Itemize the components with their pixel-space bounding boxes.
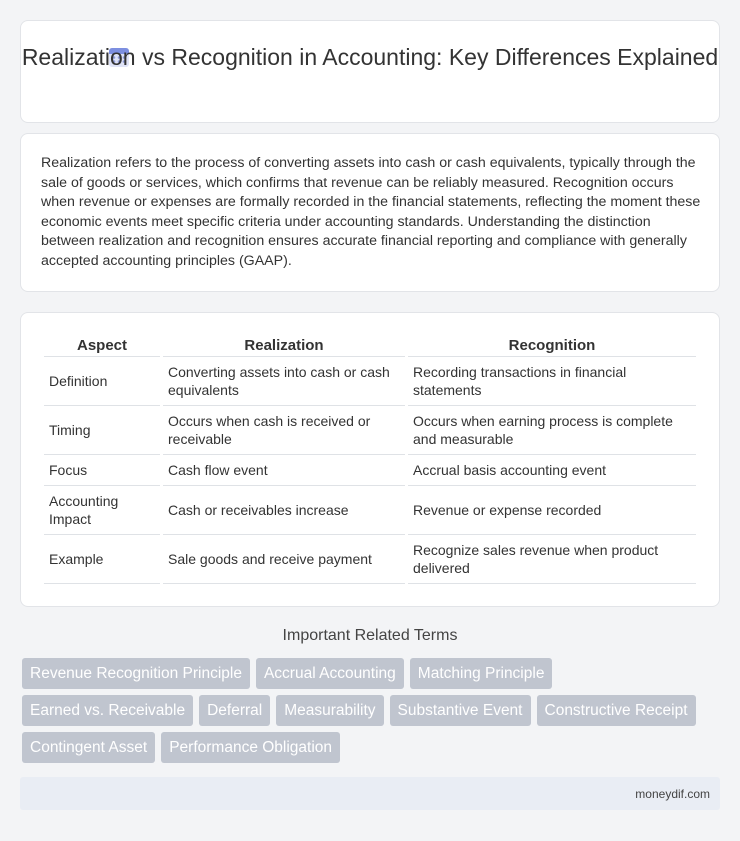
comparison-card: [20, 312, 720, 607]
intro-card: [20, 133, 720, 292]
tag-substantive-event[interactable]: Substantive Event: [390, 695, 531, 726]
cell-realization: Cash or receivables increase: [163, 486, 405, 535]
tag-earned-vs-receivable[interactable]: Earned vs. Receivable: [22, 695, 193, 726]
related-terms-title: Important Related Terms: [282, 627, 458, 644]
cell-recognition: Accrual basis accounting event: [408, 455, 696, 486]
tag-matching-principle[interactable]: Matching Principle: [410, 658, 553, 689]
cell-realization: Sale goods and receive payment: [163, 535, 405, 584]
header-realization: Realization: [163, 333, 405, 357]
intro-paragraph: Realization refers to the process of converting assets into cash or cash equivalents, typically through the sale of goods or services, which confirms that revenue can be reliably measured. Recognition occurs when revenue or expenses are formally recorded in the financial statements, reflecting the moment these economic events meet specific criteria under accounting standards. Understanding the distinction between realization and recognition ensures accurate financial reporting and compliance with generally accepted accounting principles (GAAP).: [41, 155, 701, 269]
cell-realization: Cash flow event: [163, 455, 405, 486]
related-terms-list: [22, 658, 722, 763]
tag-performance-obligation[interactable]: Performance Obligation: [161, 732, 340, 763]
comparison-table: [41, 333, 699, 584]
cell-aspect: Definition: [44, 357, 160, 406]
table-row: [44, 455, 696, 486]
cell-realization: Occurs when cash is received or receivable: [163, 406, 405, 455]
cell-realization: Converting assets into cash or cash equivalents: [163, 357, 405, 406]
cell-aspect: Timing: [44, 406, 160, 455]
header-recognition: Recognition: [408, 333, 696, 357]
page-title: Realization vs Recognition in Accounting: Key Differences Explained: [21, 44, 719, 70]
header-aspect: Aspect: [44, 333, 160, 357]
table-row: [44, 357, 696, 406]
tag-accrual-accounting[interactable]: Accrual Accounting: [256, 658, 404, 689]
cell-recognition: Revenue or expense recorded: [408, 486, 696, 535]
cell-recognition: Recording transactions in financial statements: [408, 357, 696, 406]
tag-contingent-asset[interactable]: Contingent Asset: [22, 732, 155, 763]
tag-constructive-receipt[interactable]: Constructive Receipt: [537, 695, 696, 726]
cell-recognition: Occurs when earning process is complete and measurable: [408, 406, 696, 455]
cell-aspect: Accounting Impact: [44, 486, 160, 535]
table-row: [44, 535, 696, 584]
cell-recognition: Recognize sales revenue when product delivered: [408, 535, 696, 584]
cell-aspect: Example: [44, 535, 160, 584]
tag-measurability[interactable]: Measurability: [276, 695, 383, 726]
cell-aspect: Focus: [44, 455, 160, 486]
footer-site-link[interactable]: moneydif.com: [635, 787, 710, 801]
tag-revenue-recognition-principle[interactable]: Revenue Recognition Principle: [22, 658, 250, 689]
tag-deferral[interactable]: Deferral: [199, 695, 270, 726]
table-row: [44, 406, 696, 455]
table-row: [44, 486, 696, 535]
header-card: [20, 20, 720, 123]
footer: [20, 777, 720, 810]
